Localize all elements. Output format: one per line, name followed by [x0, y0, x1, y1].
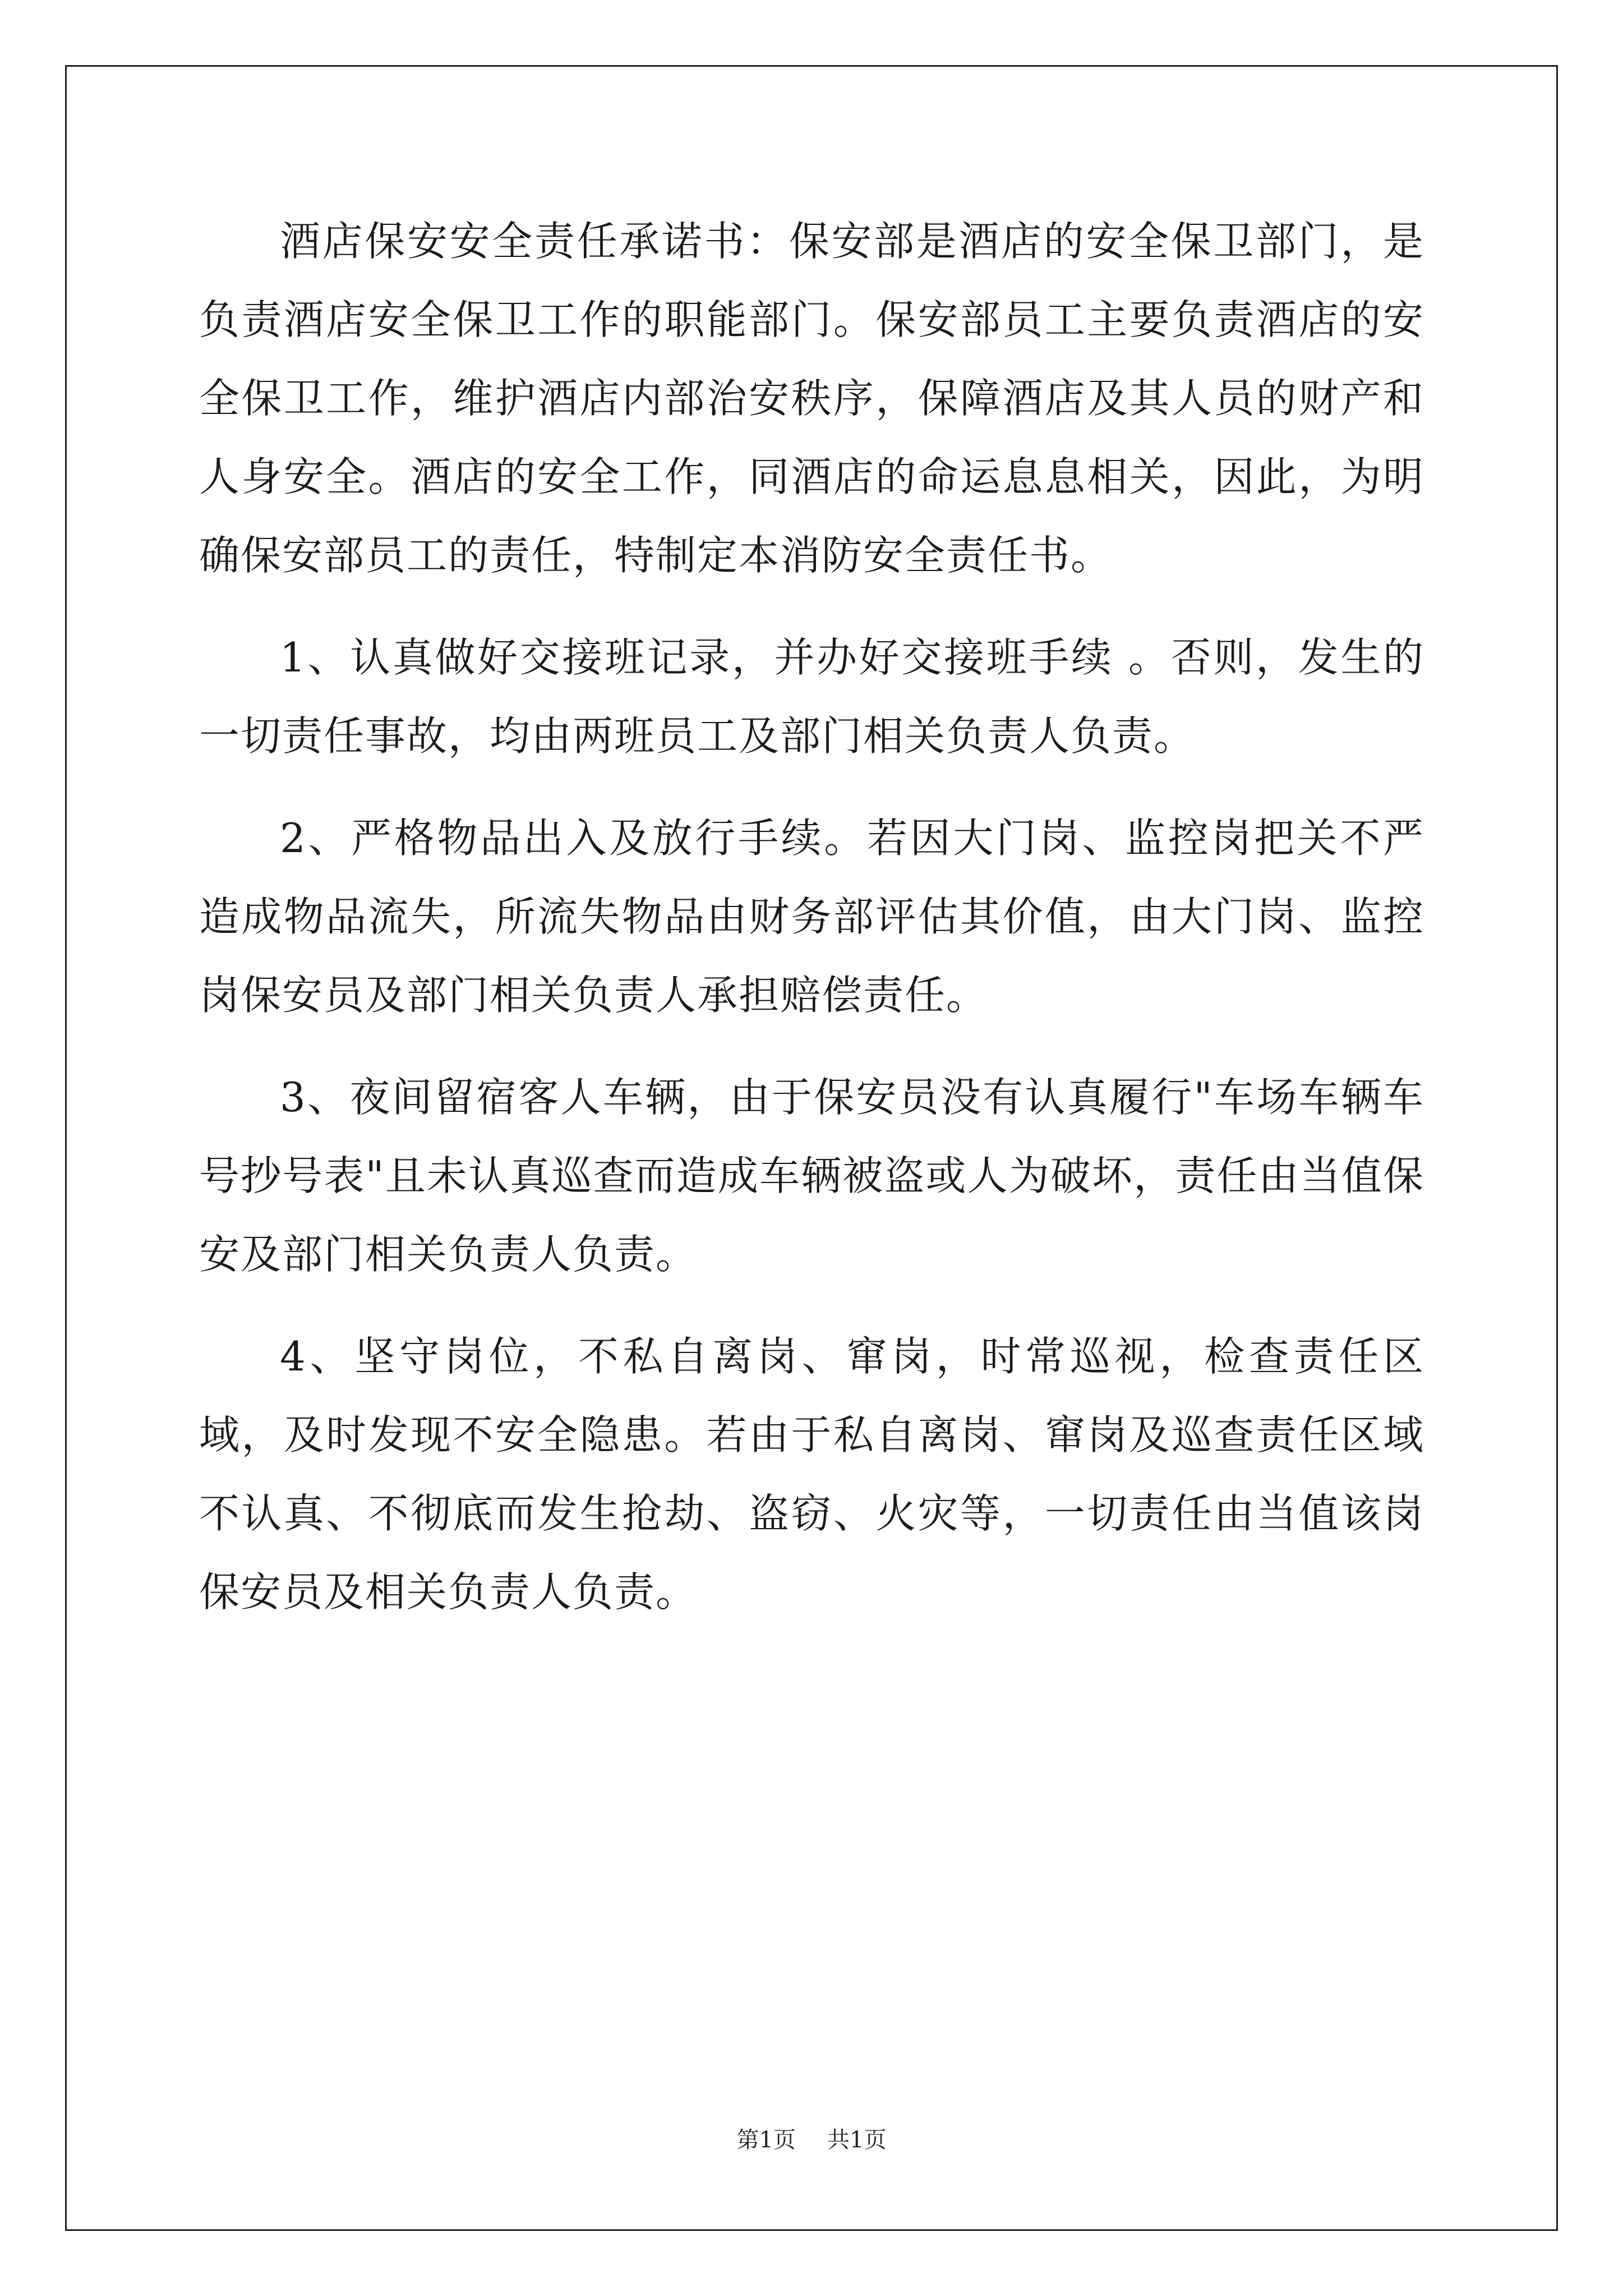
clause-2-paragraph: 2、严格物品出入及放行手续。若因大门岗、监控岗把关不严造成物品流失，所流失物品由财务部评估其价值，由大门岗、监控岗保安员及部门相关负责人承担赔偿责任。	[199, 815, 1424, 1019]
page-number: 第1页	[736, 2127, 796, 2153]
clause-3-paragraph: 3、夜间留宿客人车辆，由于保安员没有认真履行"车场车辆车号抄号表"且未认真巡查而造成车辆被盗或人为破坏，责任由当值保安及部门相关负责人负责。	[199, 1074, 1424, 1278]
clause-1-paragraph: 1、认真做好交接班记录，并办好交接班手续 。否则，发生的一切责任事故，均由两班员工及部门相关负责人负责。	[199, 634, 1424, 760]
page-footer	[0, 2123, 1623, 2157]
clause-4-paragraph: 4、坚守岗位，不私自离岗、窜岗，时常巡视，检查责任区域，及时发现不安全隐患。若由于私自离岗、窜岗及巡查责任区域不认真、不彻底而发生抢劫、盗窃、火灾等，一切责任由当值该岗保安员及相关负责人负责。	[199, 1333, 1424, 1616]
page-total: 共1页	[827, 2127, 887, 2153]
intro-paragraph: 酒店保安安全责任承诺书：保安部是酒店的安全保卫部门，是负责酒店安全保卫工作的职能部门。保安部员工主要负责酒店的安全保卫工作，维护酒店内部治安秩序，保障酒店及其人员的财产和人身安全。酒店的安全工作，同酒店的命运息息相关，因此，为明确保安部员工的责任，特制定本消防安全责任书。	[199, 218, 1424, 579]
document-body	[199, 202, 1424, 1655]
